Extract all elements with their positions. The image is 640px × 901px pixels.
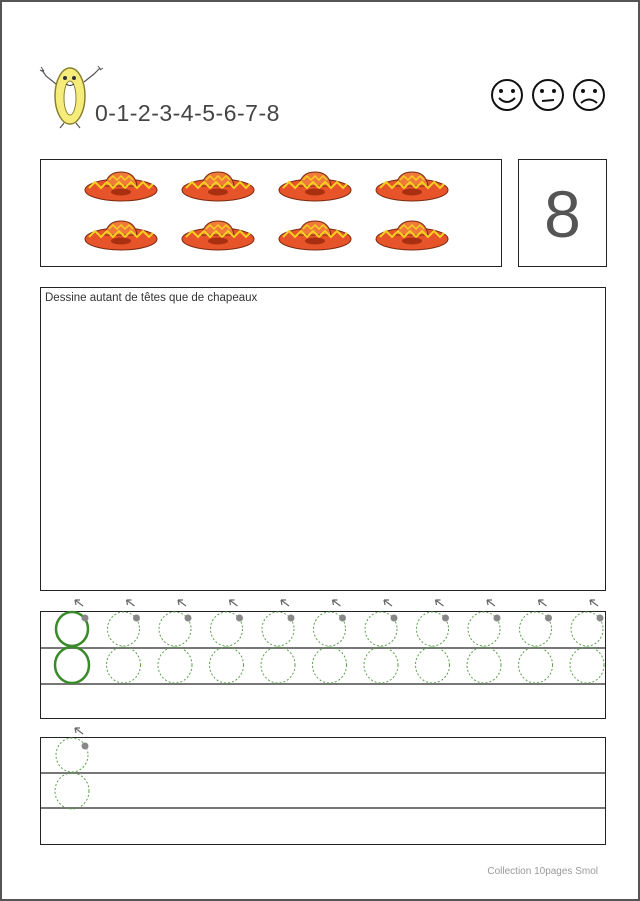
dotted-digit-eight bbox=[416, 612, 450, 683]
start-arrow-icon bbox=[590, 600, 604, 622]
start-arrow-icon bbox=[127, 600, 141, 622]
tracing-row-full[interactable] bbox=[40, 611, 606, 719]
sombrero-icon bbox=[83, 217, 159, 258]
neutral-face-icon[interactable] bbox=[530, 77, 566, 120]
dotted-digit-eight bbox=[107, 612, 141, 683]
footer-credit: Collection 10pages Smol bbox=[487, 866, 598, 877]
dotted-digit-eight bbox=[210, 612, 244, 683]
sombrero-icon bbox=[83, 168, 159, 209]
start-arrow-icon bbox=[333, 600, 347, 622]
sombrero-icon bbox=[374, 217, 450, 258]
sombrero-icon bbox=[374, 168, 450, 209]
model-digit-eight bbox=[55, 612, 89, 683]
sombrero-icon bbox=[277, 217, 353, 258]
start-arrow-icon bbox=[230, 600, 244, 622]
dotted-digit-eight bbox=[364, 612, 398, 683]
sombrero-icon bbox=[180, 168, 256, 209]
sad-face-icon[interactable] bbox=[571, 77, 607, 120]
hats-panel bbox=[40, 159, 502, 267]
start-arrow-icon bbox=[384, 600, 398, 622]
target-number: 8 bbox=[544, 177, 581, 251]
start-arrow-icon bbox=[75, 728, 89, 750]
start-arrow-icon bbox=[75, 600, 89, 622]
dotted-digit-eight bbox=[313, 612, 347, 683]
tracing-row-practice[interactable] bbox=[40, 737, 606, 845]
dotted-digit-eight bbox=[570, 612, 604, 683]
tracing-digits bbox=[41, 738, 605, 844]
dotted-digit-eight bbox=[158, 612, 192, 683]
dotted-digit-eight bbox=[261, 612, 295, 683]
number-sequence: 0-1-2-3-4-5-6-7-8 bbox=[95, 100, 280, 126]
tracing-digits bbox=[41, 612, 605, 718]
drawing-area[interactable] bbox=[40, 287, 606, 591]
number-panel bbox=[518, 159, 607, 267]
sombrero-icon bbox=[180, 217, 256, 258]
dotted-digit-eight bbox=[467, 612, 501, 683]
dotted-digit-eight bbox=[519, 612, 553, 683]
start-arrow-icon bbox=[178, 600, 192, 622]
start-arrow-icon bbox=[281, 600, 295, 622]
start-arrow-icon bbox=[539, 600, 553, 622]
start-arrow-icon bbox=[436, 600, 450, 622]
sombrero-icon bbox=[277, 168, 353, 209]
start-arrow-icon bbox=[487, 600, 501, 622]
happy-face-icon[interactable] bbox=[489, 77, 525, 120]
instruction-text: Dessine autant de têtes que de chapeaux bbox=[45, 292, 258, 304]
